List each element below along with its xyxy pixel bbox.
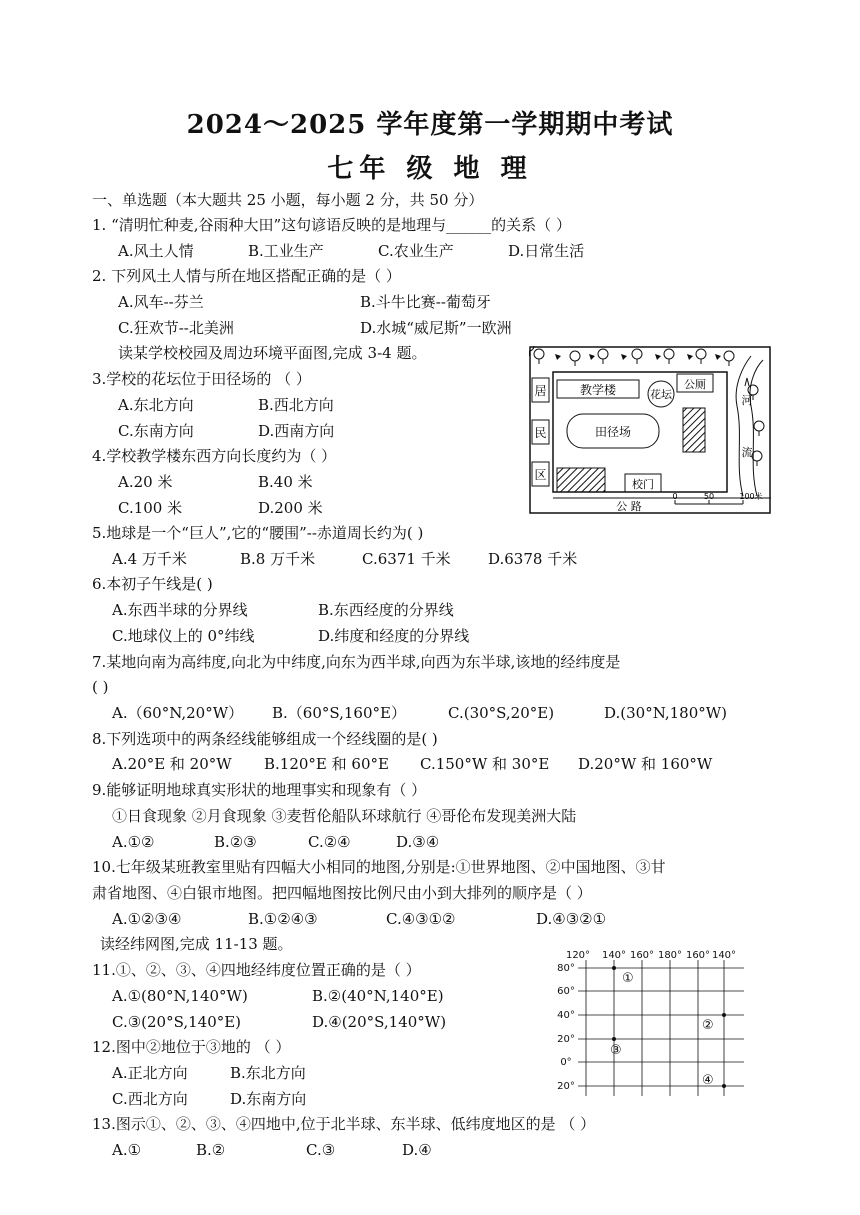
q7-option-a: A.（60°N,20°W） xyxy=(112,704,244,722)
q6-option-c: C.地球仪上的 0°纬线 xyxy=(112,627,255,645)
q4-stem: 4.学校教学楼东西方向长度约为（ ） xyxy=(92,447,337,465)
q3-option-b: B.西北方向 xyxy=(258,396,334,414)
q9-items: ①日食现象 ②月食现象 ③麦哲伦船队环球航行 ④哥伦布发现美洲大陆 xyxy=(112,807,577,825)
lon-label-160w: 160° xyxy=(685,950,711,961)
gate-label: 校门 xyxy=(632,478,654,491)
lat-label-40n: 40° xyxy=(557,1010,575,1021)
q3-stem: 3.学校的花坛位于田径场的 （ ） xyxy=(92,370,311,388)
q9-option-b: B.②③ xyxy=(214,833,257,851)
lon-label-140: 140° xyxy=(601,950,627,961)
q7-option-d: D.(30°N,180°W) xyxy=(604,704,728,722)
q11-option-a: A.①(80°N,140°W) xyxy=(112,987,248,1005)
teaching-building-label: 教学楼 xyxy=(579,383,617,397)
intro-11-13: 读经纬网图,完成 11-13 题。 xyxy=(100,935,293,953)
q8-stem: 8.下列选项中的两条经线能够组成一个经线圈的是( ) xyxy=(92,730,438,748)
point-1-label: ① xyxy=(622,971,634,986)
q11-option-b: B.②(40°N,140°E) xyxy=(312,987,444,1005)
q6-option-d: D.纬度和经度的分界线 xyxy=(318,627,470,645)
q1-option-d: D.日常生活 xyxy=(508,242,585,260)
q10-option-c: C.④③①② xyxy=(386,910,456,928)
q2-option-a: A.风车--芬兰 xyxy=(118,293,204,311)
q11-option-c: C.③(20°S,140°E) xyxy=(112,1013,242,1031)
q8-option-d: D.20°W 和 160°W xyxy=(578,755,713,773)
q10-option-b: B.①②④③ xyxy=(248,910,318,928)
q5-stem: 5.地球是一个“巨人”,它的“腰围”--赤道周长约为( ) xyxy=(92,524,424,542)
lat-label-60n: 60° xyxy=(557,986,575,997)
exam-subtitle: 七年 级 地 理 xyxy=(327,154,533,184)
lon-label-120: 120° xyxy=(565,950,591,961)
q8-option-c: C.150°W 和 30°E xyxy=(420,755,550,773)
q7-stem-continued: ( ) xyxy=(92,678,109,696)
exam-title: 2024～2025 学年度第一学期期中考试 xyxy=(186,110,674,140)
intro-3-4: 读某学校校园及周边环境平面图,完成 3-4 题。 xyxy=(118,344,427,362)
q12-stem: 12.图中②地位于③地的 （ ） xyxy=(92,1038,291,1056)
point-2-label: ② xyxy=(702,1018,714,1033)
q12-option-c: C.西北方向 xyxy=(112,1090,188,1108)
q9-option-a: A.①② xyxy=(112,833,155,851)
lat-label-80n: 80° xyxy=(557,963,575,974)
q3-option-a: A.东北方向 xyxy=(118,396,194,414)
q4-option-d: D.200 米 xyxy=(258,499,323,517)
q13-option-b: B.② xyxy=(196,1141,226,1159)
q11-stem: 11.①、②、③、④四地经纬度位置正确的是（ ） xyxy=(92,961,421,979)
q10-stem: 10.七年级某班教室里贴有四幅大小相同的地图,分别是:①世界地图、②中国地图、③甘 xyxy=(92,858,666,876)
track-label: 田径场 xyxy=(594,425,632,439)
point-4-label: ④ xyxy=(702,1073,714,1088)
q7-stem: 7.某地向南为高纬度,向北为中纬度,向东为西半球,向西为东半球,该地的经纬度是 xyxy=(92,653,621,671)
lon-label-140w: 140° xyxy=(711,950,737,961)
q12-option-a: A.正北方向 xyxy=(112,1064,188,1082)
q4-option-c: C.100 米 xyxy=(118,499,183,517)
q5-option-c: C.6371 千米 xyxy=(362,550,451,568)
q9-option-d: D.③④ xyxy=(396,833,440,851)
q13-stem: 13.图示①、②、③、④四地中,位于北半球、东半球、低纬度地区的是 （ ） xyxy=(92,1115,596,1133)
q2-stem: 2. 下列风土人情与所在地区搭配正确的是（ ） xyxy=(92,267,401,285)
q13-option-c: C.③ xyxy=(306,1141,336,1159)
hatched-building-southwest xyxy=(557,468,605,492)
q7-option-c: C.(30°S,20°E) xyxy=(448,704,555,722)
q7-option-b: B.（60°S,160°E） xyxy=(272,704,406,722)
scale-label-0: 0 xyxy=(672,492,678,501)
hatched-building-east xyxy=(683,408,705,452)
q3-option-d: D.西南方向 xyxy=(258,422,335,440)
q10-option-d: D.④③②① xyxy=(536,910,607,928)
q9-option-c: C.②④ xyxy=(308,833,351,851)
section-heading: 一、单选题（本大题共 25 小题，每小题 2 分，共 50 分） xyxy=(92,191,484,209)
scale-label-100: 100米 xyxy=(739,492,763,501)
q1-option-c: C.农业生产 xyxy=(378,242,454,260)
q2-option-b: B.斗牛比赛--葡萄牙 xyxy=(360,293,491,311)
q5-option-b: B.8 万千米 xyxy=(240,550,316,568)
point-3-label: ③ xyxy=(610,1043,622,1058)
residential-label-1: 居 xyxy=(534,384,547,398)
q13-option-d: D.④ xyxy=(402,1141,432,1159)
q10-stem-continued: 肃省地图、④白银市地图。把四幅地图按比例尺由小到大排列的顺序是（ ） xyxy=(92,884,592,902)
toilet-label: 公厕 xyxy=(684,378,706,391)
lat-label-0: 0° xyxy=(560,1057,572,1068)
q4-option-a: A.20 米 xyxy=(118,473,173,491)
q6-stem: 6.本初子午线是( ) xyxy=(92,575,213,593)
q11-option-d: D.④(20°S,140°W) xyxy=(312,1013,447,1031)
q8-option-a: A.20°E 和 20°W xyxy=(112,755,232,773)
q6-option-a: A.东西半球的分界线 xyxy=(112,601,248,619)
q2-option-d: D.水城“威尼斯”一欧洲 xyxy=(360,319,512,337)
q5-option-d: D.6378 千米 xyxy=(488,550,578,568)
campus-map xyxy=(529,346,771,514)
q12-option-d: D.东南方向 xyxy=(230,1090,307,1108)
q6-option-b: B.东西经度的分界线 xyxy=(318,601,454,619)
q13-option-a: A.① xyxy=(112,1141,142,1159)
lat-label-20n: 20° xyxy=(557,1034,575,1045)
lat-label-20s: 20° xyxy=(557,1081,575,1092)
lat-long-grid-map xyxy=(548,946,748,1098)
q4-option-b: B.40 米 xyxy=(258,473,313,491)
q1-option-b: B.工业生产 xyxy=(248,242,324,260)
q3-option-c: C.东南方向 xyxy=(118,422,194,440)
q1-stem: 1. “清明忙种麦,谷雨种大田”这句谚语反映的是地理与______的关系（ ） xyxy=(92,216,571,234)
q12-option-b: B.东北方向 xyxy=(230,1064,306,1082)
road-label: 公 路 xyxy=(616,500,642,513)
lon-label-180: 180° xyxy=(657,950,683,961)
scale-label-50: 50 xyxy=(703,492,715,501)
river-label-2: 流 xyxy=(741,446,753,459)
q5-option-a: A.4 万千米 xyxy=(112,550,187,568)
q8-option-b: B.120°E 和 60°E xyxy=(264,755,389,773)
river-label-1: 河 xyxy=(741,394,753,407)
lon-label-160: 160° xyxy=(629,950,655,961)
flower-bed-label: 花坛 xyxy=(650,388,672,401)
q9-stem: 9.能够证明地球真实形状的地理事实和现象有（ ） xyxy=(92,781,427,799)
q1-option-a: A.风土人情 xyxy=(118,242,194,260)
residential-label-2: 民 xyxy=(534,426,547,440)
q2-option-c: C.狂欢节--北美洲 xyxy=(118,319,234,337)
q10-option-a: A.①②③④ xyxy=(112,910,182,928)
residential-label-3: 区 xyxy=(534,468,547,482)
